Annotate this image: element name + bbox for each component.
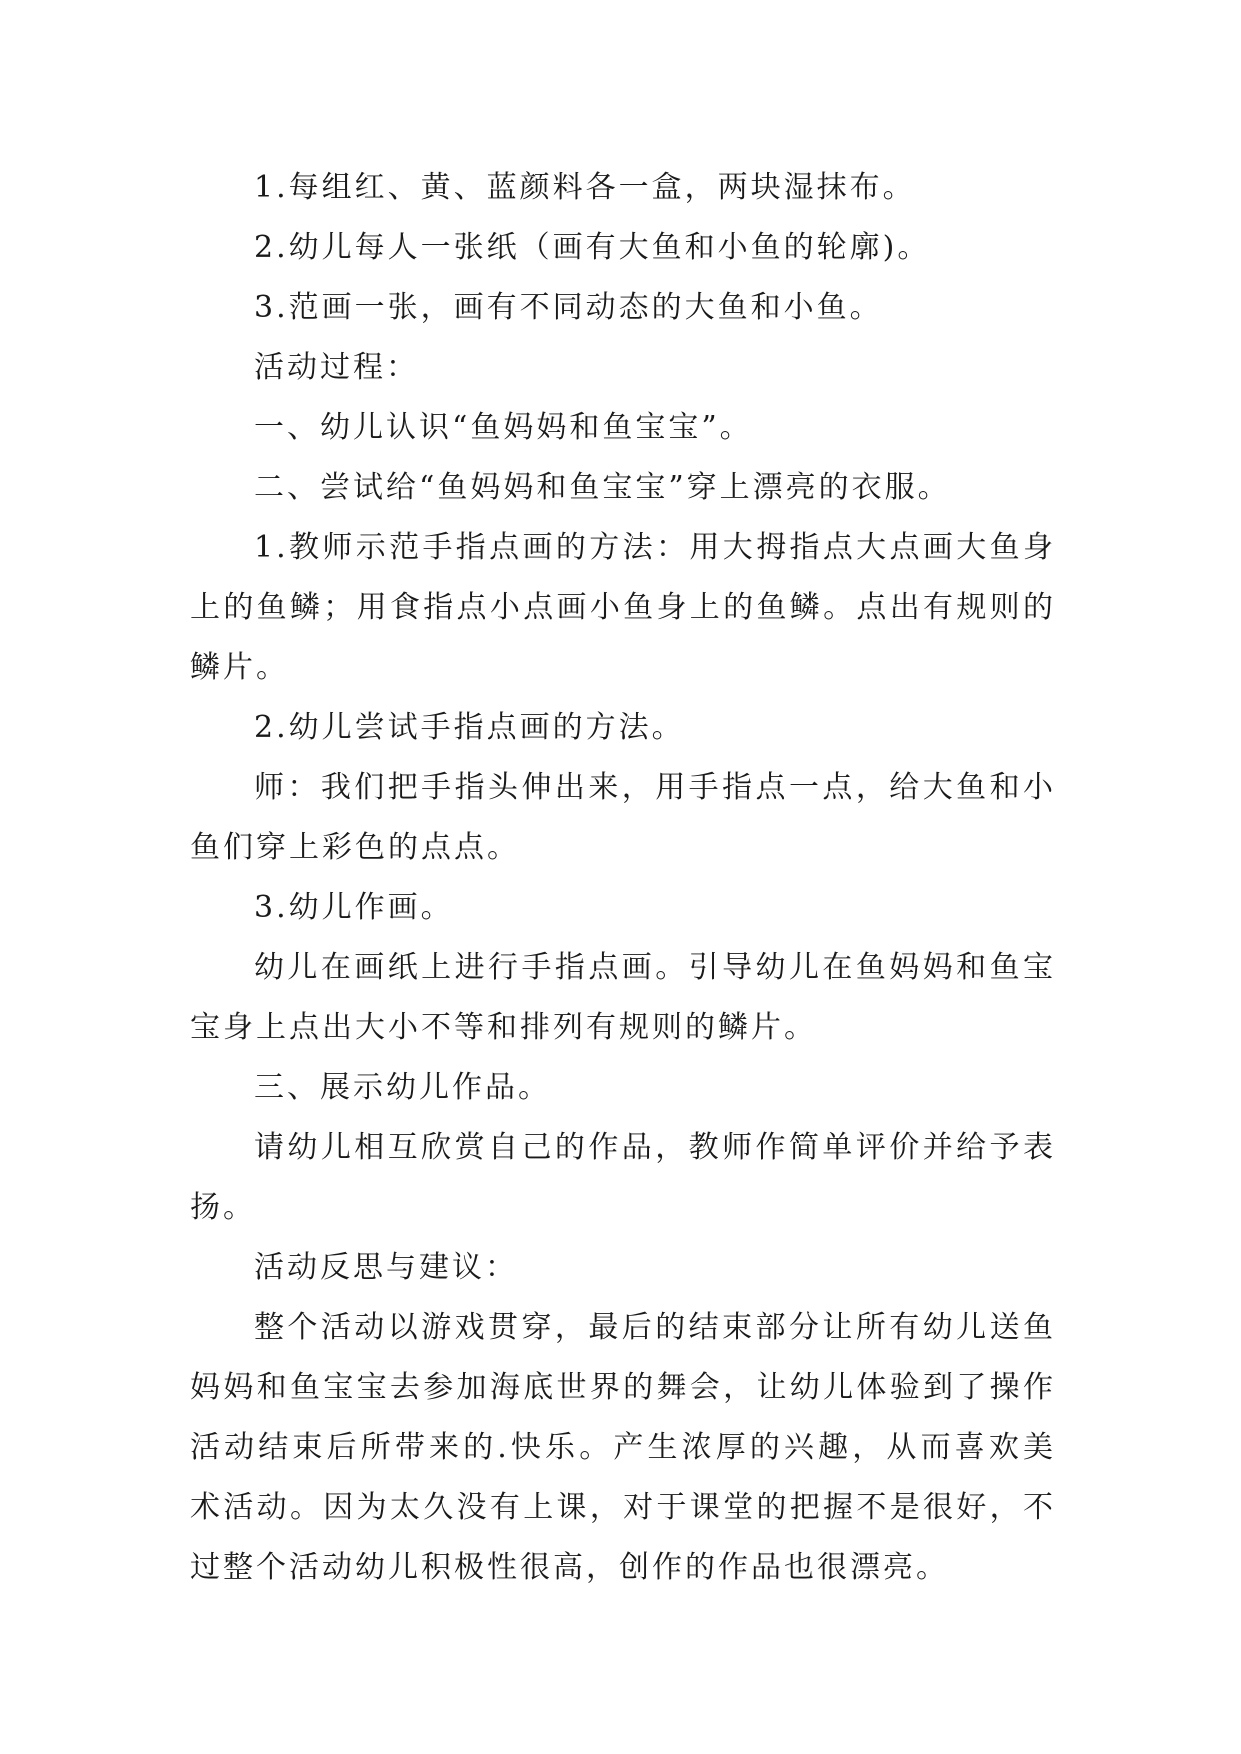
- paragraph-materials-1: 1.每组红、黄、蓝颜料各一盒，两块湿抹布。: [254, 170, 916, 205]
- section-heading-process: 活动过程：: [254, 350, 419, 385]
- paragraph-step-2: 二、尝试给“鱼妈妈和鱼宝宝”穿上漂亮的衣服。: [254, 470, 951, 505]
- paragraph-step-2-2: 2.幼儿尝试手指点画的方法。: [254, 710, 685, 745]
- paragraph-step-2-3: 3.幼儿作画。: [254, 890, 454, 925]
- paragraph-materials-2: 2.幼儿每人一张纸（画有大鱼和小鱼的轮廓)。: [254, 230, 931, 265]
- paragraph-materials-3: 3.范画一张，画有不同动态的大鱼和小鱼。: [254, 290, 883, 325]
- paragraph-appreciation: 请幼儿相互欣赏自己的作品，教师作简单评价并给予表扬。: [190, 1130, 1056, 1225]
- section-heading-reflection: 活动反思与建议：: [254, 1250, 518, 1285]
- paragraph-step-3: 三、展示幼儿作品。: [254, 1070, 551, 1105]
- paragraph-step-1: 一、幼儿认识“鱼妈妈和鱼宝宝”。: [254, 410, 753, 445]
- paragraph-reflection: 整个活动以游戏贯穿，最后的结束部分让所有幼儿送鱼妈妈和鱼宝宝去参加海底世界的舞会，让幼儿体验到了操作活动结束后所带来的.快乐。产生浓厚的兴趣，从而喜欢美术活动。因为太久没有上课，对于课堂的把握不是很好，不过整个活动幼儿积极性很高，创作的作品也很漂亮。: [190, 1310, 1056, 1585]
- paragraph-teacher-quote: 师：我们把手指头伸出来，用手指点一点，给大鱼和小鱼们穿上彩色的点点。: [190, 770, 1056, 865]
- paragraph-step-2-1: 1.教师示范手指点画的方法：用大拇指点大点画大鱼身上的鱼鳞；用食指点小点画小鱼身上的鱼鳞。点出有规则的鳞片。: [190, 530, 1056, 685]
- paragraph-drawing: 幼儿在画纸上进行手指点画。引导幼儿在鱼妈妈和鱼宝宝身上点出大小不等和排列有规则的鳞片。: [190, 950, 1056, 1045]
- document-body: [190, 158, 1056, 1598]
